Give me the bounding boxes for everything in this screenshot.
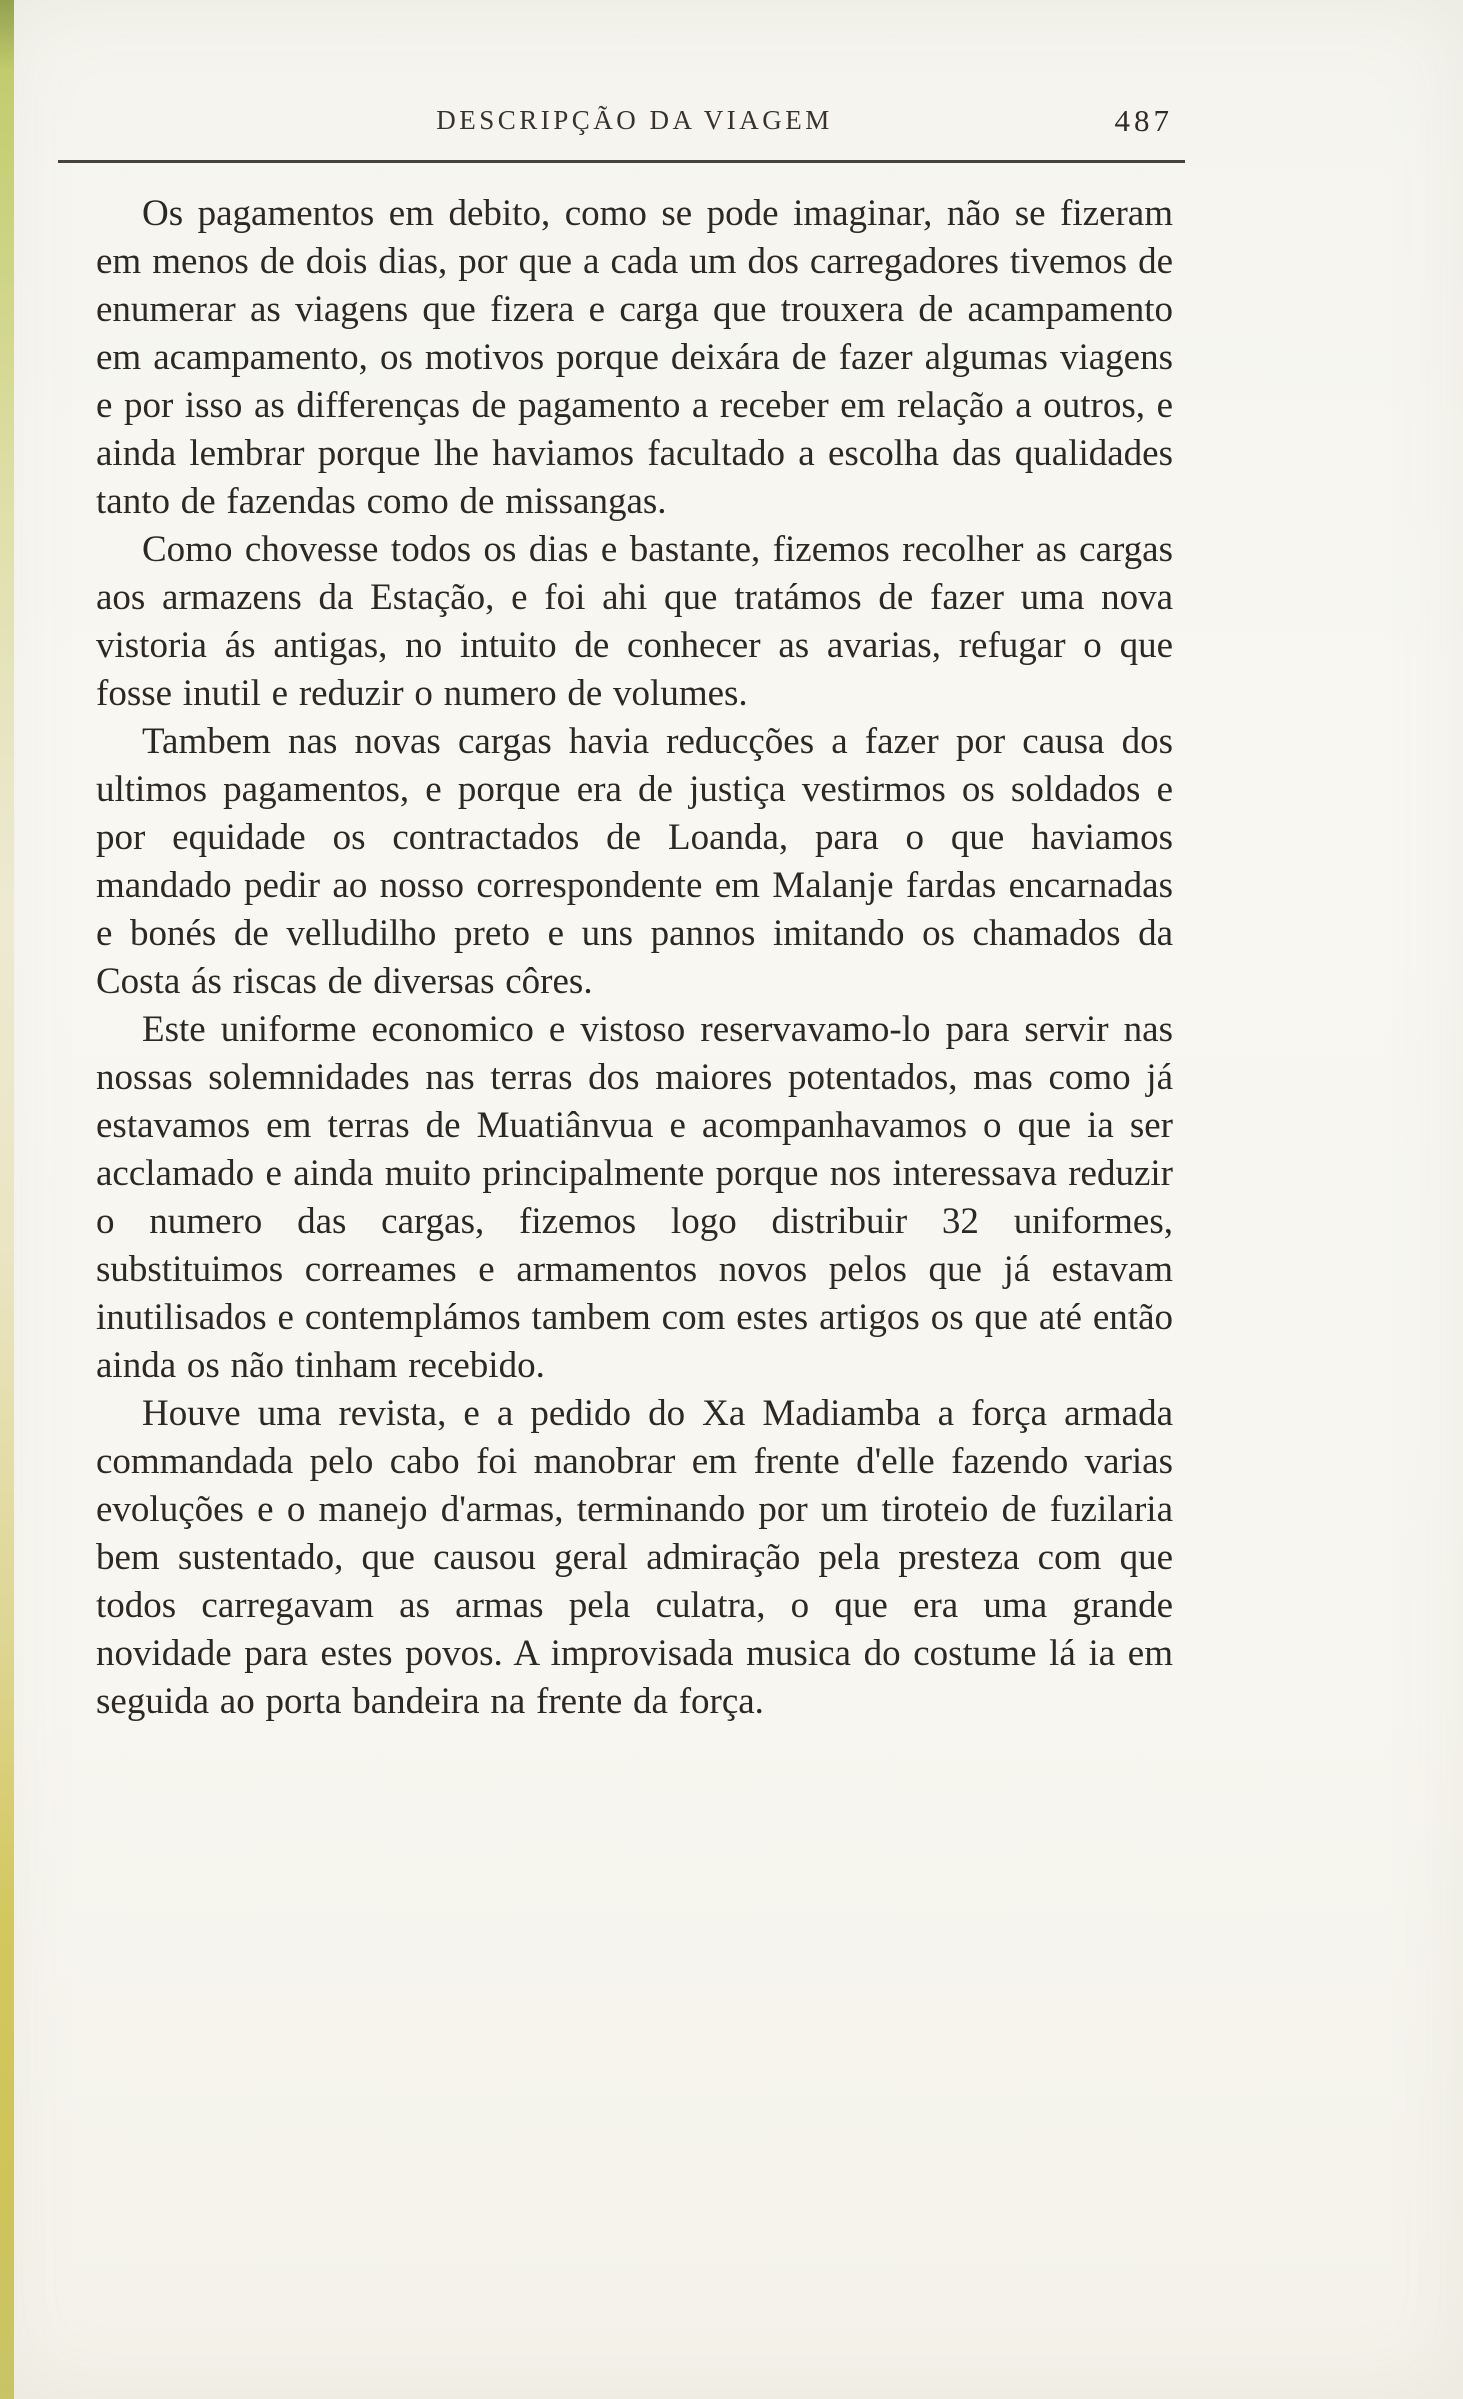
paragraph-1: Os pagamentos em debito, como se pode imaginar, não se fizeram em menos de dois dias, por que a cada um dos carregadores tivemos de enumerar as viagens que fizera e carga que trouxera de acampamento em acampamento, os motivos porque deixára de fazer algumas viagens e por isso as differenças de pagamento a receber em relação a outros, e ainda lembrar porque lhe haviamos facultado a escolha das qualidades tanto de fazendas como de missangas.: [96, 193, 1173, 522]
paragraph-5: Houve uma revista, e a pedido do Xa Madiamba a força armada commandada pelo cabo foi manobrar em frente d'elle fazendo varias evoluções e o manejo d'armas, terminando por um tiroteio de fuzilaria bem sustentado, que causou geral admiração pela presteza com que todos carregavam as armas pela culatra, o que era uma grande novidade para estes povos. A improvisada musica do costume lá ia em seguida ao porta bandeira na frente da força.: [96, 1393, 1173, 1722]
paragraph-3: Tambem nas novas cargas havia reducções a fazer por causa dos ultimos pagamentos, e porque era de justiça vestirmos os soldados e por equidade os contractados de Loanda, para o que haviamos mandado pedir ao nosso correspondente em Malanje fardas encarnadas e bonés de velludilho preto e uns pannos imitando os chamados da Costa ás riscas de diversas côres.: [96, 721, 1173, 1002]
page-number: 487: [1114, 103, 1173, 138]
page-body: [96, 190, 1173, 1726]
paragraph-2: Como chovesse todos os dias e bastante, fizemos recolher as cargas aos armazens da Estação, e foi ahi que tratámos de fazer uma nova vistoria ás antigas, no intuito de conhecer as avarias, refugar o que fosse inutil e reduzir o numero de volumes.: [96, 529, 1173, 714]
header-rule: [58, 160, 1185, 163]
page-header: [96, 102, 1173, 144]
paragraph-4: Este uniforme economico e vistoso reservavamo-lo para servir nas nossas solemnidades nas terras dos maiores potentados, mas como já estavamos em terras de Muatiânvua e acompanhavamos o que ia ser acclamado e ainda muito principalmente porque nos interessava reduzir o numero das cargas, fizemos logo distribuir 32 uniformes, substituimos correames e armamentos novos pelos que já estavam inutilisados e contemplámos tambem com estes artigos os que até então ainda os não tinham recebido.: [96, 1009, 1173, 1386]
running-title: DESCRIPÇÃO DA VIAGEM: [436, 105, 833, 135]
